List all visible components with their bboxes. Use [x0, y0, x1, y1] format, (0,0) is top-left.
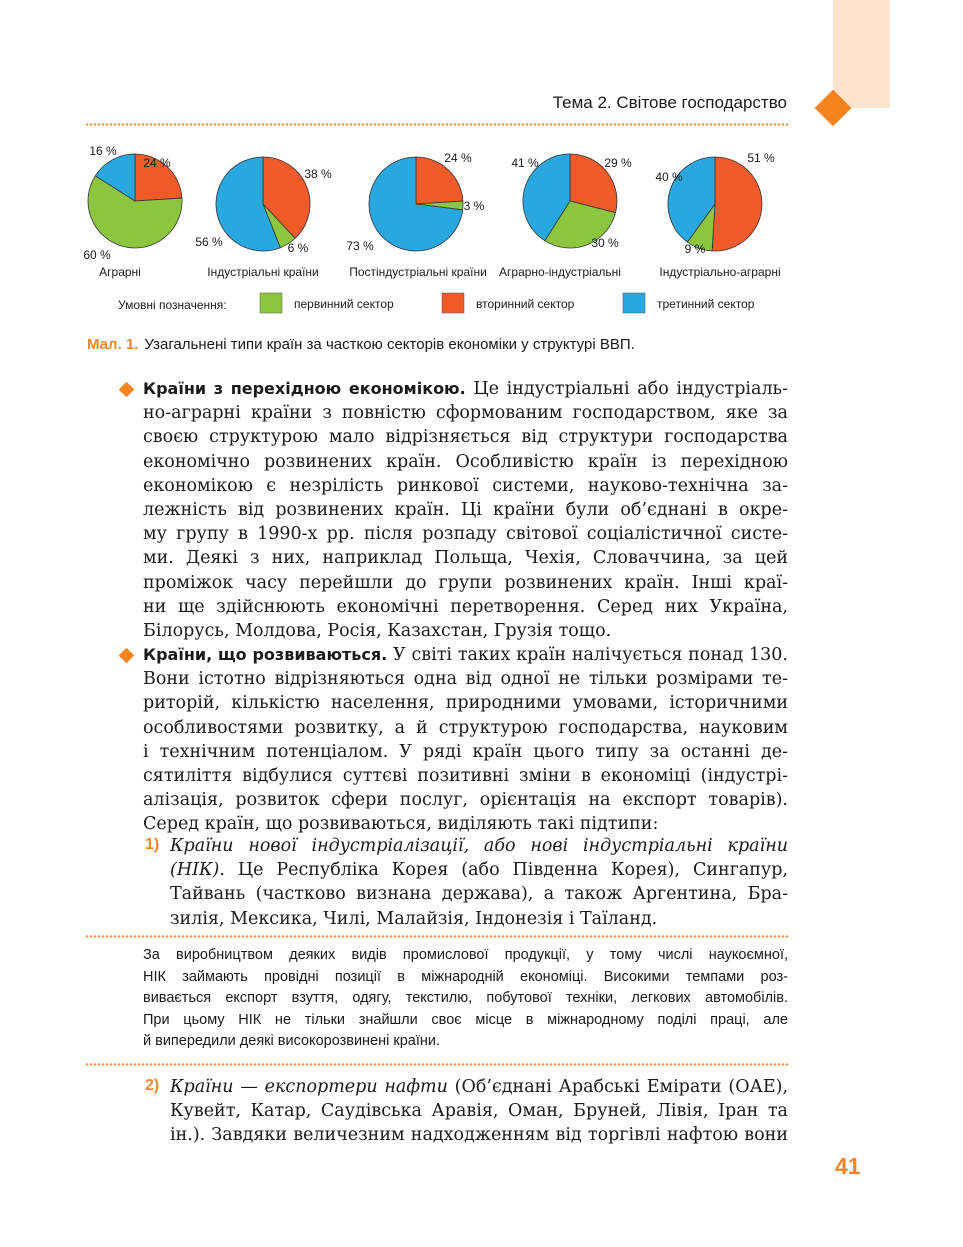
- pie-value-label: 16 %: [89, 144, 117, 158]
- section-transition-economies: [143, 377, 788, 643]
- pie-chart-figure: [80, 146, 800, 318]
- legend-swatch: [260, 293, 282, 313]
- section-title: Країни з перехідною економікою.: [143, 379, 466, 398]
- paragraph-line: ін.). Завдяки величезним надходженням від торгівлі нафтою вони: [170, 1125, 788, 1146]
- paragraph-line: Серед країн, що розвиваються, виділяють такі підтипи:: [143, 814, 659, 835]
- pie-category-label: Аграрно-індустріальні: [499, 265, 621, 279]
- legend-swatch: [442, 293, 464, 313]
- pie-category-label: Постіндустріальні країни: [349, 265, 487, 279]
- figure-caption: [87, 336, 635, 353]
- infobox-top-divider: [85, 934, 789, 939]
- pie-value-label: 6 %: [287, 241, 309, 255]
- bullet-diamond-icon: [119, 648, 135, 664]
- paragraph-line: лежність від розвинених країн. Ці країни були об’єднані в окре-: [143, 499, 788, 520]
- pie-value-label: 38 %: [304, 167, 332, 181]
- pie-category-label: Індустріально-аграрні: [659, 265, 781, 279]
- pie-value-label: 24 %: [444, 151, 472, 165]
- infobox-line: вивається експорт взуття, одягу, текстилю, побутової техніки, легкових автомобілів.: [143, 990, 788, 1006]
- paragraph-line: проміжок часу перейшли до групи розвинених країн. Інші краї-: [143, 572, 788, 593]
- paragraph-line: сятиліття відбулися суттєві позитивні зміни в економіці (індустрі-: [143, 765, 788, 786]
- figure-caption-text: Узагальнені типи країн за часткою секторів економіки у структурі ВВП.: [144, 336, 635, 353]
- page-number: 41: [835, 1153, 861, 1179]
- paragraph-line: особливостями розвитку, а й структурою господарства, науковим: [143, 717, 788, 738]
- pie-value-label: 41 %: [511, 156, 539, 170]
- section-first-line: Країни з перехідною економікою. Це індустріальні або індустріаль-: [143, 379, 788, 399]
- infobox-bottom-divider: [85, 1062, 789, 1067]
- pie-slice: [712, 157, 762, 251]
- pie-value-label: 30 %: [591, 236, 619, 250]
- subtype-title-line: Країни нової індустріалізації, або нові індустріальні країни: [170, 836, 788, 856]
- paragraph-line: Білорусь, Молдова, Росія, Казахстан, Грузія тощо.: [143, 620, 612, 641]
- paragraph-line: Кувейт, Катар, Саудівська Аравія, Оман, Бруней, Лівія, Іран та: [170, 1101, 788, 1122]
- pie-category-label: Індустріальні країни: [207, 265, 319, 279]
- paragraph-line: алізація, розвиток сфери послуг, орієнтація на експорт товарів).: [143, 790, 788, 811]
- pie-value-label: 51 %: [747, 151, 775, 165]
- section-developing-countries: [143, 643, 788, 837]
- paragraph-line: і технічним потенціалом. У ряді країн цього типу за останні де-: [143, 741, 788, 762]
- subtype-number: 1): [145, 836, 160, 853]
- paragraph-line: Вони істотно відрізняються одна від одної не тільки розмірами те-: [143, 669, 788, 690]
- pie-value-label: 3 %: [463, 199, 485, 213]
- header-divider: [85, 122, 789, 127]
- paragraph-line: но-аграрні країни з повністю сформованим господарством, яке за: [143, 403, 788, 424]
- infobox-line: При цьому НІК не тільки знайшли своє місце в міжнародному поділі праці, але: [143, 1011, 788, 1028]
- subtype-number: 2): [145, 1077, 160, 1094]
- subtype-line: (НІК). Це Республіка Корея (або Південна Корея), Сингапур,: [170, 860, 788, 881]
- subtype-title-line: Країни — експортери нафти (Об’єднані Арабські Емірати (ОАЕ),: [170, 1077, 788, 1097]
- section-first-line: Країни, що розвиваються. У світі таких країн налічується понад 130.: [143, 645, 788, 665]
- infobox-line: й випередили деякі високорозвинені країни.: [143, 1033, 441, 1049]
- subtype-nic: [170, 834, 788, 931]
- paragraph-line: економічно розвинених країн. Особливістю країн із перехідною: [143, 451, 788, 472]
- pie-value-label: 24 %: [143, 156, 171, 170]
- subtype-oil-exporters: [170, 1075, 788, 1148]
- running-header: Тема 2. Світове господарство: [552, 93, 787, 112]
- infobox-text: [143, 945, 788, 1053]
- paragraph-line: економікою є незрілість ринкової системи, науково-технічна за-: [143, 475, 788, 496]
- legend-label: третинний сектор: [657, 297, 755, 311]
- legend-label: вторинний сектор: [476, 297, 575, 311]
- pie-value-label: 40 %: [655, 170, 683, 184]
- pie-value-label: 56 %: [195, 235, 223, 249]
- paragraph-line: своєю структурою мало відрізняється від структури господарства: [143, 427, 788, 448]
- paragraph-line: Тайвань (частково визнана держава), а також Аргентина, Бра-: [170, 884, 788, 905]
- paragraph-line: зилія, Мексика, Чилі, Малайзія, Індонезія і Таїланд.: [170, 908, 658, 929]
- legend-title: Умовні позначення:: [118, 298, 227, 312]
- figure-label: Мал. 1.: [87, 336, 139, 353]
- paragraph-line: риторій, кількістю населення, природними умовами, історичними: [143, 693, 788, 714]
- pie-value-label: 73 %: [346, 239, 374, 253]
- paragraph-line: ми. Деякі з них, наприклад Польща, Чехія, Словаччина, за цей: [143, 548, 788, 569]
- paragraph-line: му групу в 1990-х рр. після розпаду світової соціалістичної систе-: [143, 524, 788, 545]
- section-title: Країни, що розвиваються.: [143, 645, 388, 664]
- infobox-line: НІК займають провідні позиції в міжнародній економіці. Високими темпами роз-: [143, 968, 788, 985]
- paragraph-line: ни ще здійснюють економічні перетворення. Серед них Україна,: [143, 596, 788, 617]
- page-corner-tab: [833, 0, 890, 108]
- pie-value-label: 60 %: [83, 248, 111, 262]
- legend-label: первинний сектор: [294, 297, 394, 311]
- pie-value-label: 9 %: [684, 242, 706, 256]
- legend-swatch: [623, 293, 645, 313]
- pie-category-label: Аграрні: [99, 265, 141, 279]
- infobox-line: За виробництвом деяких видів промислової продукції, у тому числі наукоємної,: [143, 947, 788, 963]
- bullet-diamond-icon: [119, 382, 135, 398]
- pie-value-label: 29 %: [604, 156, 632, 170]
